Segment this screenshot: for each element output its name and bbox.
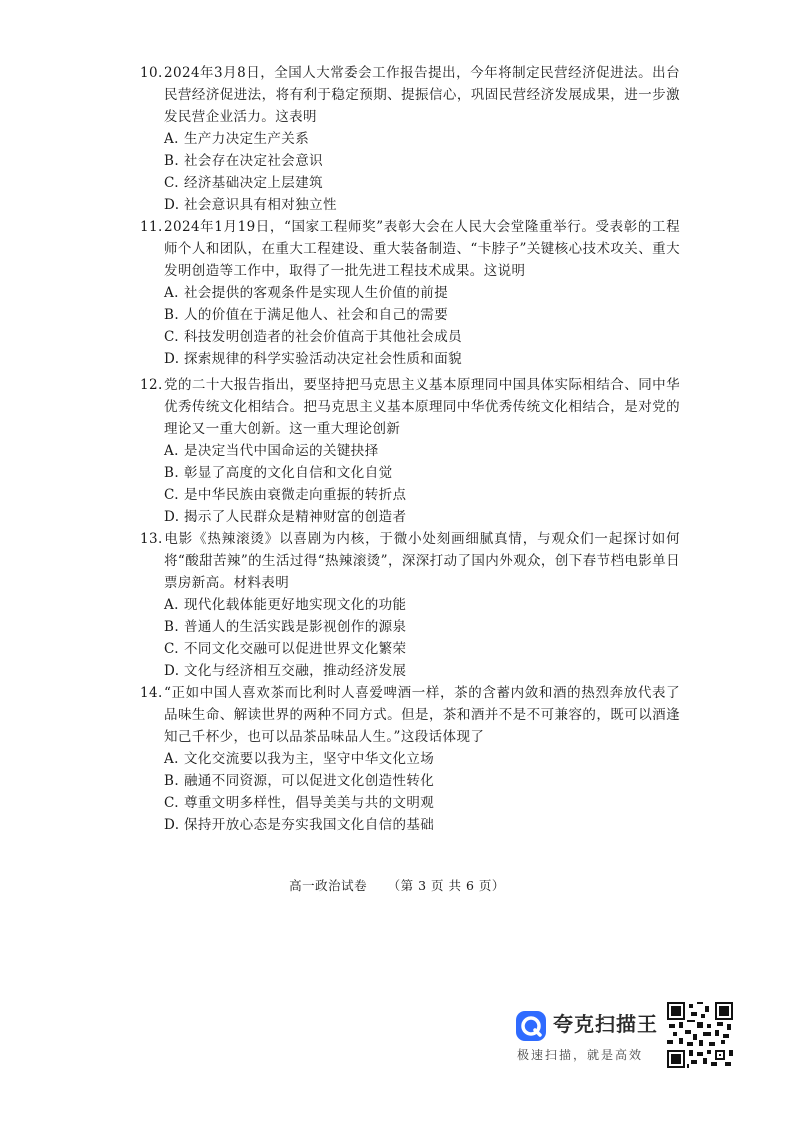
quark-logo-icon — [515, 1010, 547, 1042]
question-stem — [140, 216, 680, 282]
option-c: C. 是中华民族由衰微走向重振的转折点 — [164, 487, 407, 503]
option-list — [140, 128, 680, 216]
option-c: C. 经济基础决定上层建筑 — [164, 175, 323, 191]
option-b: B. 彰显了高度的文化自信和文化自觉 — [164, 465, 393, 481]
watermark-subtitle: 极速扫描，就是高效 — [517, 1048, 644, 1062]
question-stem — [140, 682, 680, 748]
option-c: C. 尊重文明多样性，倡导美美与共的文明观 — [164, 795, 435, 811]
scanner-watermark — [515, 1002, 745, 1072]
question-10 — [140, 62, 680, 216]
question-14 — [140, 682, 680, 836]
question-text: “正如中国人喜欢茶而比利时人喜爱啤酒一样，茶的含蓄内敛和酒的热烈奔放代表了品味生命、解读世界的两种不同方式。但是，茶和酒并不是不可兼容的，既可以酒逢知己千杯少，也可以品茶品味品人生。”这段话体现了 — [164, 685, 680, 745]
option-d: D. 保持开放心态是夯实我国文化自信的基础 — [164, 817, 435, 833]
question-12 — [140, 374, 680, 528]
option-a: A. 社会提供的客观条件是实现人生价值的前提 — [164, 285, 449, 301]
question-stem — [140, 374, 680, 440]
option-d: D. 揭示了人民群众是精神财富的创造者 — [164, 509, 407, 525]
option-list — [140, 748, 680, 836]
question-11 — [140, 216, 680, 370]
option-d: D. 社会意识具有相对独立性 — [164, 197, 337, 213]
question-number: 13. — [140, 531, 163, 547]
option-a: A. 现代化载体能更好地实现文化的功能 — [164, 597, 407, 613]
question-number: 10. — [140, 65, 163, 81]
option-a: A. 是决定当代中国命运的关键抉择 — [164, 443, 379, 459]
option-b: B. 普通人的生活实践是影视创作的源泉 — [164, 619, 407, 635]
option-c: C. 科技发明创造者的社会价值高于其他社会成员 — [164, 329, 462, 345]
option-a: A. 文化交流要以我为主，坚守中华文化立场 — [164, 751, 435, 767]
page-number: （第 3 页 共 6 页） — [387, 878, 505, 893]
question-text: 2024年3月8日，全国人大常委会工作报告提出，今年将制定民营经济促进法。出台民营经济促进法，将有利于稳定预期、提振信心，巩固民营经济发展成果，进一步激发民营企业活力。这表明 — [164, 65, 680, 125]
option-b: B. 人的价值在于满足他人、社会和自己的需要 — [164, 307, 449, 323]
question-number: 12. — [140, 377, 163, 393]
option-a: A. 生产力决定生产关系 — [164, 131, 310, 147]
question-number: 14. — [140, 685, 163, 701]
option-b: B. 社会存在决定社会意识 — [164, 153, 323, 169]
option-list — [140, 282, 680, 370]
option-list — [140, 440, 680, 528]
option-list — [140, 594, 680, 682]
option-d: D. 探索规律的科学实验活动决定社会性质和面貌 — [164, 351, 462, 367]
question-13 — [140, 528, 680, 682]
question-number: 11. — [140, 219, 163, 235]
option-c: C. 不同文化交融可以促进世界文化繁荣 — [164, 641, 407, 657]
question-stem — [140, 528, 680, 594]
exam-subject: 高一政治试卷 — [289, 878, 368, 893]
question-text: 电影《热辣滚烫》以喜剧为内核，于微小处刻画细腻真情，与观众们一起探讨如何将“酸甜苦辣”的生活过得“热辣滚烫”，深深打动了国内外观众，创下春节档电影单日票房新高。材料表明 — [164, 531, 680, 591]
qr-code-icon — [667, 1002, 733, 1068]
option-b: B. 融通不同资源，可以促进文化创造性转化 — [164, 773, 435, 789]
option-d: D. 文化与经济相互交融，推动经济发展 — [164, 663, 407, 679]
question-stem — [140, 62, 680, 128]
question-text: 党的二十大报告指出，要坚持把马克思主义基本原理同中国具体实际相结合、同中华优秀传统文化相结合。把马克思主义基本原理同中华优秀传统文化相结合，是对党的理论又一重大创新。这一重大理论创新 — [164, 377, 680, 437]
page-footer — [0, 876, 794, 894]
question-text: 2024年1月19日，“国家工程师奖”表彰大会在人民大会堂隆重举行。受表彰的工程师个人和团队，在重大工程建设、重大装备制造、“卡脖子”关键核心技术攻关、重大发明创造等工作中，取得了一批先进工程技术成果。这说明 — [164, 219, 680, 279]
watermark-title: 夸克扫描王 — [553, 1012, 658, 1036]
